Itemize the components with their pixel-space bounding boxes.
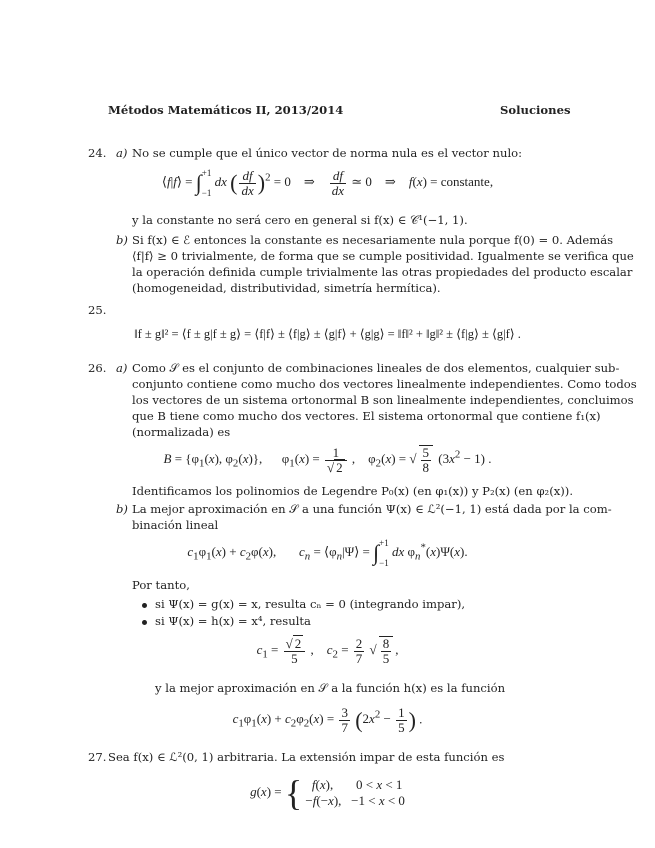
problem-number: 26. <box>88 361 107 375</box>
display-equation: g(x) = { f(x), 0 < x < 1 −f(−x), −1 < x < 0 <box>250 773 405 813</box>
paragraph-line: que B tiene como mucho dos vectores. El sistema ortonormal que contiene f₁(x) <box>132 409 601 423</box>
display-equation: $c_1\varphi_1(x) + c_2\varphi_2(x)$ = $\frac{3}{7}$ ($2x^2$ − $\frac{1}{5}$ ) . <box>232 705 423 735</box>
paragraph-line: Si f(x) ∈ ℰ entonces la constante es necesariamente nula porque f(0) = 0. Además <box>132 233 614 247</box>
paragraph-line: y la constante no será cero en general si f(x) ∈ 𝒞¹(−1, 1). <box>132 213 468 227</box>
paragraph-line: No se cumple que el único vector de norma nula es el vector nulo: <box>132 146 523 160</box>
display-equation: $c_1\varphi_1(x) + c_2\varphi(x)$, $c_n$ = $⟨\varphi_n|\Psi⟩ = \int+1$ −1 dx $\varphi_n^*(x)\Psi(x)$. <box>187 538 468 568</box>
problem-number: 27. <box>88 750 107 764</box>
paragraph-line: Como 𝒮 es el conjunto de combinaciones lineales de dos elementos, cualquier sub- <box>132 361 620 375</box>
paragraph-line: la operación definida cumple trivialmente las otras propiedades del producto escalar <box>132 265 633 279</box>
paragraph-line: Por tanto, <box>132 578 190 592</box>
paragraph-line: los vectores de un sistema ortonormal B son linealmente independientes, concluimos <box>132 393 634 407</box>
part-label: a) <box>116 146 128 160</box>
paragraph-line: Sea f(x) ∈ ℒ²(0, 1) arbitraria. La extensión impar de esta función es <box>108 750 505 764</box>
paragraph-line: Identificamos los polinomios de Legendre P₀(x) (en φ₁(x)) y P₂(x) (en φ₂(x)). <box>132 484 573 498</box>
section-title: Soluciones <box>500 103 571 117</box>
part-label: b) <box>116 502 128 516</box>
part-label: b) <box>116 233 128 247</box>
problem-number: 25. <box>88 303 107 317</box>
display-equation: ⟨f|f⟩ = ∫+1 −1 dx ( $\frac{df}{dx}$ )$^2$ = 0 ⇒ $\frac{df}{dx}$ ≃ 0 ⇒ f(x) = constante, <box>161 167 494 198</box>
display-equation: $c_1$ = $\frac{√ 2}{5}$ , $c_2$ = $\frac{2}{7}$ √ $\frac{8}{5}$ , <box>256 635 399 666</box>
paragraph-line: y la mejor aproximación en 𝒮 a la función h(x) es la función <box>155 681 506 695</box>
list-item: si Ψ(x) = g(x) = x, resulta cₙ = 0 (integrando impar), <box>142 597 465 613</box>
paragraph-line: ⟨f|f⟩ ≥ 0 trivialmente, de forma que se cumple positividad. Igualmente se verifica que <box>132 249 634 263</box>
list-item: si Ψ(x) = h(x) = x⁴, resulta <box>142 614 311 630</box>
problem-number: 24. <box>88 146 107 160</box>
paragraph-line: (normalizada) es <box>132 425 231 439</box>
course-title: Métodos Matemáticos II, 2013/2014 <box>108 103 344 117</box>
display-equation: ‖f ± g‖² = ⟨f ± g|f ± g⟩ = ⟨f|f⟩ ± ⟨f|g⟩ ± ⟨g|f⟩ + ⟨g|g⟩ = ‖f‖² + ‖g‖² ± ⟨f|g⟩ ± ⟨g|f⟩ . <box>134 327 521 341</box>
paragraph-line: binación lineal <box>132 518 219 532</box>
display-equation: $B = \{\varphi_1(x)$, $\varphi_2(x)$}, $\varphi_1(x)$ = $\frac{1}{√ 2}$ , $\varphi_2(x)$ = √ $\frac{5}{8}$ $(3x^2 - 1)$ . <box>163 444 492 475</box>
part-label: a) <box>116 361 128 375</box>
paragraph-line: (homogeneidad, distributividad, simetría hermítica). <box>132 281 441 295</box>
paragraph-line: La mejor aproximación en 𝒮 a una función Ψ(x) ∈ ℒ²(−1, 1) está dada por la com- <box>132 502 612 516</box>
bullet-icon <box>142 603 147 608</box>
bullet-icon <box>142 620 147 625</box>
paragraph-line: conjunto contiene como mucho dos vectores linealmente independientes. Como todos <box>132 377 637 391</box>
